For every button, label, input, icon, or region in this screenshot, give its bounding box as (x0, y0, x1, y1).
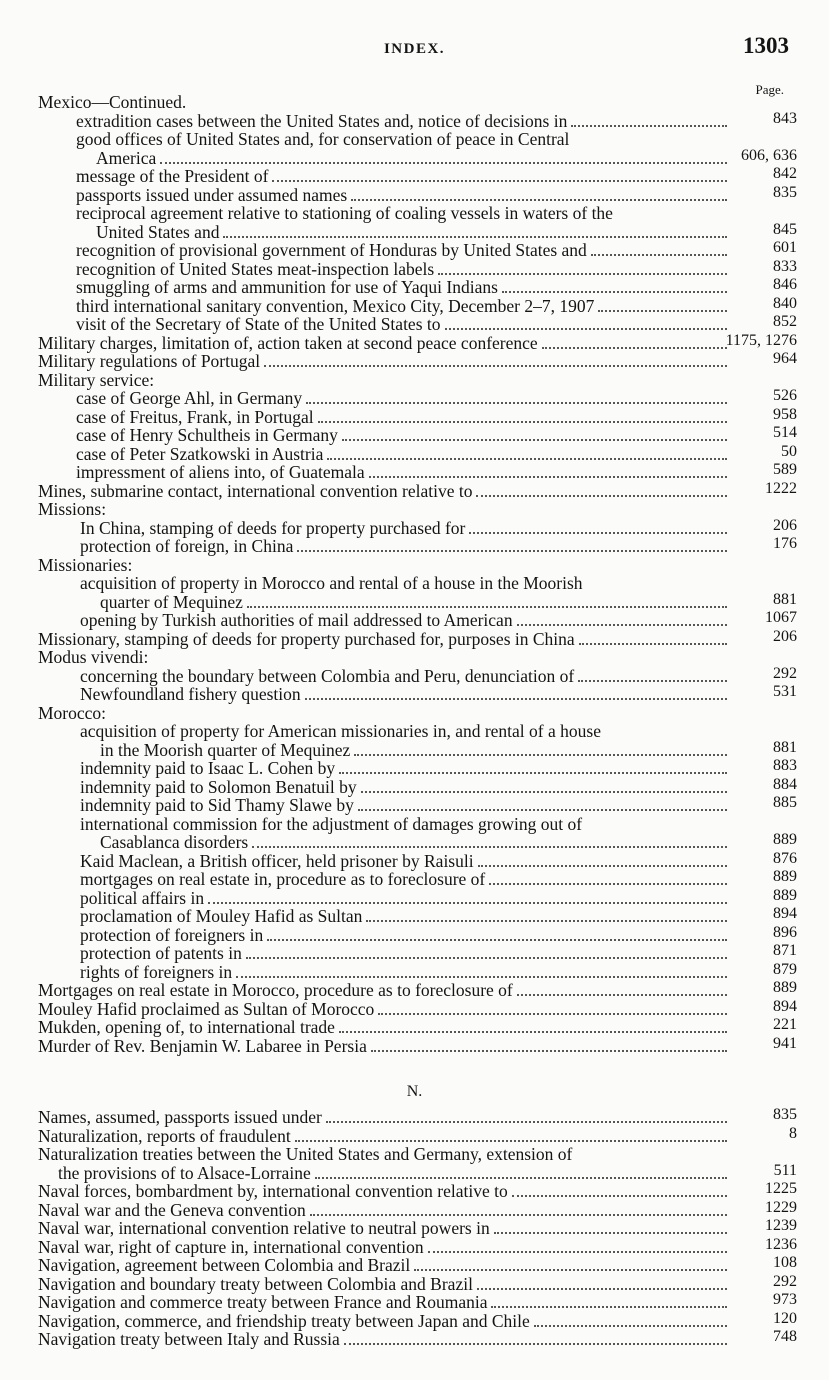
index-entry-text: Names, assumed, passports issued under (38, 1107, 322, 1127)
index-entry-text: reciprocal agreement relative to stationing of coaling vessels in waters of the (76, 203, 613, 223)
index-entry-page: 531 (773, 683, 797, 700)
index-entry (0, 294, 829, 316)
dot-leader (306, 401, 727, 404)
index-entry-text: acquisition of property for American missionaries in, and rental of a house (80, 721, 601, 741)
index-entry-text: smuggling of arms and ammunition for use of Yaqui Indians (76, 277, 498, 297)
index-entry-text: protection of patents in (80, 943, 242, 963)
index-entry-page: 511 (773, 1161, 797, 1179)
index-entry-text: Military regulations of Portugal (38, 351, 261, 371)
index-entry-text: mortgages on real estate in, procedure as to foreclosure of (80, 869, 486, 889)
index-entry (0, 463, 829, 482)
dot-leader (428, 1250, 727, 1253)
index-entry-page: 842 (773, 165, 797, 182)
index-entry-text: international commission for the adjustment of damages growing out of (80, 813, 583, 834)
index-entry-page: 889 (773, 831, 797, 848)
index-entry-text: Military service: (38, 369, 155, 390)
dot-leader (354, 753, 727, 756)
index-entry-text: Casablanca disorders (100, 832, 249, 852)
index-entry (0, 442, 829, 464)
index-entry-text: case of Freitus, Frank, in Portugal (76, 406, 314, 427)
index-entry-page: 108 (773, 1254, 797, 1271)
index-entry-text: Newfoundland fishery question (80, 684, 301, 704)
index-entry-text: Naval war, right of capture in, international convention (38, 1236, 424, 1257)
dot-leader (264, 364, 727, 367)
index-entry-text: In China, stamping of deeds for property purchased for (80, 517, 466, 538)
index-entry (0, 1330, 829, 1349)
index-entry-page: 889 (773, 979, 797, 996)
dot-leader (246, 956, 727, 959)
index-entry (0, 923, 829, 945)
index-entry (0, 759, 829, 778)
index-entry-page: 1222 (765, 479, 797, 497)
index-entry-page: 50 (781, 442, 797, 460)
dot-leader (305, 697, 727, 700)
index-entry (0, 405, 829, 427)
index-entry (0, 241, 829, 260)
index-entry-text: impressment of aliens into, of Guatemala (76, 462, 365, 482)
index-entry-page: 894 (773, 997, 797, 1015)
dot-leader (371, 1049, 727, 1052)
index-entry-page: 884 (773, 775, 797, 793)
index-entry-text: Navigation treaty between Italy and Russia (38, 1329, 340, 1349)
index-entry-page: 8 (789, 1124, 797, 1142)
index-entry (0, 704, 829, 723)
index-entry (0, 981, 829, 1000)
index-entry-page: 1236 (765, 1235, 797, 1253)
index-entry-text: the provisions of to Alsace-Lorraine (58, 1162, 311, 1183)
dot-leader (476, 494, 727, 497)
index-entry-page: 883 (773, 757, 797, 774)
index-entry-text: Navigation, agreement between Colombia and Brazil (38, 1255, 411, 1275)
dot-leader (369, 475, 727, 478)
index-entry-text: visit of the Secretary of State of the United States to (76, 314, 441, 334)
index-entry (0, 183, 829, 205)
index-entry-page: 835 (773, 183, 797, 201)
index-entry (0, 1198, 829, 1220)
dot-leader (272, 179, 727, 182)
index-entry-text: Mexico—Continued. (38, 92, 187, 112)
index-entry-text: case of Henry Schultheis in Germany (76, 425, 338, 445)
index-entry-page: 206 (773, 627, 797, 645)
index-entry-page: 526 (773, 387, 797, 404)
index-entry-page: 833 (773, 257, 797, 275)
index-entry-page: 879 (773, 960, 797, 978)
index-entry-page: 601 (773, 239, 797, 256)
index-entry (0, 1256, 829, 1275)
index-entry-text: Navigation and commerce treaty between France and Roumania (38, 1292, 488, 1312)
dot-leader (361, 790, 727, 793)
index-entry-text: Mines, submarine contact, international convention relative to (38, 480, 473, 501)
index-entry (0, 479, 829, 501)
index-entry-page: 973 (773, 1291, 797, 1308)
dot-leader (297, 549, 727, 552)
index-entry (0, 611, 829, 630)
index-entry (0, 537, 829, 556)
index-entry-page: 1067 (765, 609, 797, 626)
index-entry-text: protection of foreign, in China (80, 536, 294, 556)
dot-leader (223, 235, 727, 238)
index-entry-page: 206 (773, 516, 797, 534)
dot-leader (358, 808, 727, 811)
index-entry-text: Missions: (38, 499, 107, 519)
page-column-label: Page. (755, 82, 784, 97)
index-entry-page: 514 (773, 424, 797, 441)
index-entry (0, 997, 829, 1019)
dot-leader (534, 1324, 727, 1327)
dot-leader (267, 938, 727, 941)
index-entry-page: 894 (773, 905, 797, 922)
index-entry-text: Naturalization treaties between the United States and Germany, extension of (38, 1144, 573, 1164)
dot-leader (517, 623, 727, 626)
index-entry-text: indemnity paid to Solomon Benatuil by (80, 776, 357, 797)
index-entry (0, 315, 829, 334)
index-entry (0, 574, 829, 611)
dot-leader (478, 864, 727, 867)
dot-leader (378, 1012, 727, 1015)
index-entry-text: opening by Turkish authorities of mail addressed to American (80, 610, 513, 630)
index-entry-page: 1239 (765, 1217, 797, 1234)
index-entry-text: Mortgages on real estate in Morocco, procedure as to foreclosure of (38, 980, 513, 1000)
dot-leader (160, 161, 727, 164)
index-entry (0, 685, 829, 704)
index-entry-page: 958 (773, 405, 797, 423)
dot-leader (571, 124, 727, 127)
dot-leader (295, 1139, 727, 1142)
index-entry-text: Missionaries: (38, 554, 133, 575)
dot-leader (477, 1287, 727, 1290)
index-entry-text: Military charges, limitation of, action taken at second peace conference (38, 332, 538, 353)
index-entry-text: good offices of United States and, for conservation of peace in Central (76, 129, 570, 149)
index-entry-text: indemnity paid to Isaac L. Cohen by (80, 758, 336, 778)
index-entry-page: 589 (773, 461, 797, 478)
index-entry-text: Naval forces, bombardment by, international convention relative to (38, 1181, 508, 1201)
index-entry (0, 775, 829, 797)
index-entry-text: protection of foreigners in (80, 924, 264, 945)
index-entry-page: 840 (773, 294, 797, 312)
dot-leader (327, 457, 727, 460)
index-entry-text: in the Moorish quarter of Mequinez (100, 739, 351, 760)
dot-leader (351, 198, 727, 201)
index-entry-page: 964 (773, 350, 797, 367)
index-entry (0, 389, 829, 408)
index-entry-page: 292 (773, 1272, 797, 1290)
dot-leader (315, 1176, 727, 1179)
index-entry-text: United States and (96, 221, 220, 242)
index-entry-text: Mouley Hafid proclaimed as Sultan of Morocco (38, 998, 375, 1019)
index-entry-text: extradition cases between the United States and, notice of decisions in (76, 110, 568, 131)
index-entry (0, 371, 829, 390)
index-entry (0, 93, 829, 112)
index-entry-page: 1175, 1276 (725, 331, 797, 349)
dot-leader (491, 1305, 727, 1308)
index-entry-text: acquisition of property in Morocco and rental of a house in the Moorish (80, 573, 583, 593)
index-entry-page: 881 (773, 738, 797, 756)
index-entry-text: rights of foreigners in (80, 961, 233, 982)
dot-leader (598, 309, 727, 312)
index-entry-page: 852 (773, 313, 797, 330)
index-entry-text: Missionary, stamping of deeds for property purchased for, purposes in China (38, 628, 575, 649)
index-entry-text: America (96, 147, 157, 168)
index-entry (0, 556, 829, 575)
dot-leader (208, 901, 727, 904)
index-entry (0, 331, 829, 353)
index-entry (0, 278, 829, 297)
dot-leader (339, 1030, 727, 1033)
page-number: 1303 (743, 33, 789, 58)
index-entry (0, 722, 829, 759)
index-entry (0, 796, 829, 815)
index-entry-text: quarter of Mequinez (100, 591, 243, 612)
index-entry-page: 871 (773, 942, 797, 959)
index-entry (0, 886, 829, 908)
index-entry-text: passports issued under assumed names (76, 184, 348, 205)
index-entry-text: Naval war, international convention relative to neutral powers in (38, 1218, 490, 1238)
index-entry (0, 257, 829, 279)
index-entry-page: 1225 (765, 1180, 797, 1197)
index-entry (0, 907, 829, 926)
index-entry (0, 627, 829, 649)
index-entry-page: 748 (773, 1328, 797, 1345)
dot-leader (310, 1213, 727, 1216)
dot-leader (517, 993, 727, 996)
index-entry-text: Navigation, commerce, and friendship treaty between Japan and Chile (38, 1310, 530, 1331)
index-entry-text: Morocco: (38, 702, 107, 723)
index-entry-text: Naval war and the Geneva convention (38, 1199, 306, 1220)
index-entry (0, 944, 829, 963)
index-entry-page: 835 (773, 1106, 797, 1123)
index-entry-text: political affairs in (80, 887, 205, 908)
index-entry (0, 960, 829, 982)
index-entry (0, 870, 829, 889)
dot-leader (318, 420, 727, 423)
letter-heading-n: N. (406, 1083, 423, 1100)
dot-leader (445, 327, 728, 330)
index-entry-page: 896 (773, 923, 797, 941)
index-entry (0, 204, 829, 241)
index-entry-text: case of George Ahl, in Germany (76, 388, 303, 408)
dot-leader (339, 771, 727, 774)
dot-leader (579, 642, 727, 645)
index-entry-page: 1229 (765, 1198, 797, 1216)
index-entry (0, 1235, 829, 1257)
index-entry-text: Mukden, opening of, to international trade (38, 1017, 335, 1037)
dot-leader (542, 346, 727, 349)
index-entry (0, 1182, 829, 1201)
index-entry-text: Naturalization, reports of fraudulent (38, 1125, 291, 1146)
index-entry (0, 1309, 829, 1331)
index-entry (0, 849, 829, 871)
index-entry-page: 941 (773, 1034, 797, 1052)
index-entry-text: Navigation and boundary treaty between Colombia and Brazil (38, 1273, 473, 1294)
dot-leader (502, 290, 727, 293)
index-entry-text: Kaid Maclean, a British officer, held prisoner by Raisuli (80, 850, 474, 871)
index-entry-page: 846 (773, 276, 797, 293)
dot-leader (326, 1120, 727, 1123)
index-entry-page: 221 (773, 1016, 797, 1033)
index-entry (0, 1219, 829, 1238)
index-entry (0, 1108, 829, 1127)
index-entry-page: 292 (773, 664, 797, 682)
index-entry-page: 885 (773, 794, 797, 811)
index-entry (0, 648, 829, 667)
dot-leader (438, 272, 727, 275)
index-entry (0, 1293, 829, 1312)
index-entry-page: 876 (773, 849, 797, 867)
index-entry (0, 167, 829, 186)
index-entry (0, 1018, 829, 1037)
dot-leader (366, 919, 727, 922)
index-entry-page: 889 (773, 886, 797, 904)
index-entry-page: 889 (773, 868, 797, 885)
dot-leader (252, 845, 727, 848)
dot-leader (247, 605, 727, 608)
index-entry-page: 120 (773, 1309, 797, 1327)
index-entry (0, 426, 829, 445)
dot-leader (469, 531, 727, 534)
index-entry-text: case of Peter Szatkowski in Austria (76, 443, 324, 464)
index-entry (0, 1272, 829, 1294)
index-entry-text: indemnity paid to Sid Thamy Slawe by (80, 795, 354, 815)
index-section-n (0, 1108, 829, 1349)
dot-leader (494, 1231, 727, 1234)
index-entry-page: 881 (773, 590, 797, 608)
index-entry-page: 845 (773, 220, 797, 238)
index-entry (0, 1034, 829, 1056)
index-entry-page: 606, 636 (741, 146, 797, 164)
dot-leader (512, 1194, 727, 1197)
index-entry (0, 516, 829, 538)
index-entry-page: 176 (773, 535, 797, 552)
index-entry (0, 130, 829, 167)
index-entry-text: Modus vivendi: (38, 647, 149, 667)
index-section-m (0, 93, 829, 1055)
dot-leader (236, 975, 727, 978)
dot-leader (342, 438, 727, 441)
index-entry (0, 1124, 829, 1146)
dot-leader (489, 882, 727, 885)
index-entry (0, 1145, 829, 1182)
index-entry-text: recognition of provisional government of Honduras by United States and (76, 240, 587, 260)
index-entry-text: concerning the boundary between Colombia and Peru, denunciation of (80, 665, 575, 686)
index-entry (0, 352, 829, 371)
index-entry (0, 664, 829, 686)
index-entry-text: recognition of United States meat-inspection labels (76, 258, 435, 279)
index-entry-text: Murder of Rev. Benjamin W. Labaree in Persia (38, 1035, 367, 1056)
dot-leader (344, 1342, 727, 1345)
index-entry-text: proclamation of Mouley Hafid as Sultan (80, 906, 363, 926)
dot-leader (591, 253, 727, 256)
running-header-title: INDEX. (383, 41, 446, 57)
index-entry-text: message of the President of (76, 166, 269, 186)
index-entry-page: 843 (773, 109, 797, 127)
index-entry-text: third international sanitary convention, Mexico City, December 2–7, 1907 (76, 295, 595, 316)
index-entry (0, 109, 829, 131)
index-entry (0, 500, 829, 519)
dot-leader (578, 679, 727, 682)
index-entry (0, 815, 829, 852)
dot-leader (414, 1268, 727, 1271)
